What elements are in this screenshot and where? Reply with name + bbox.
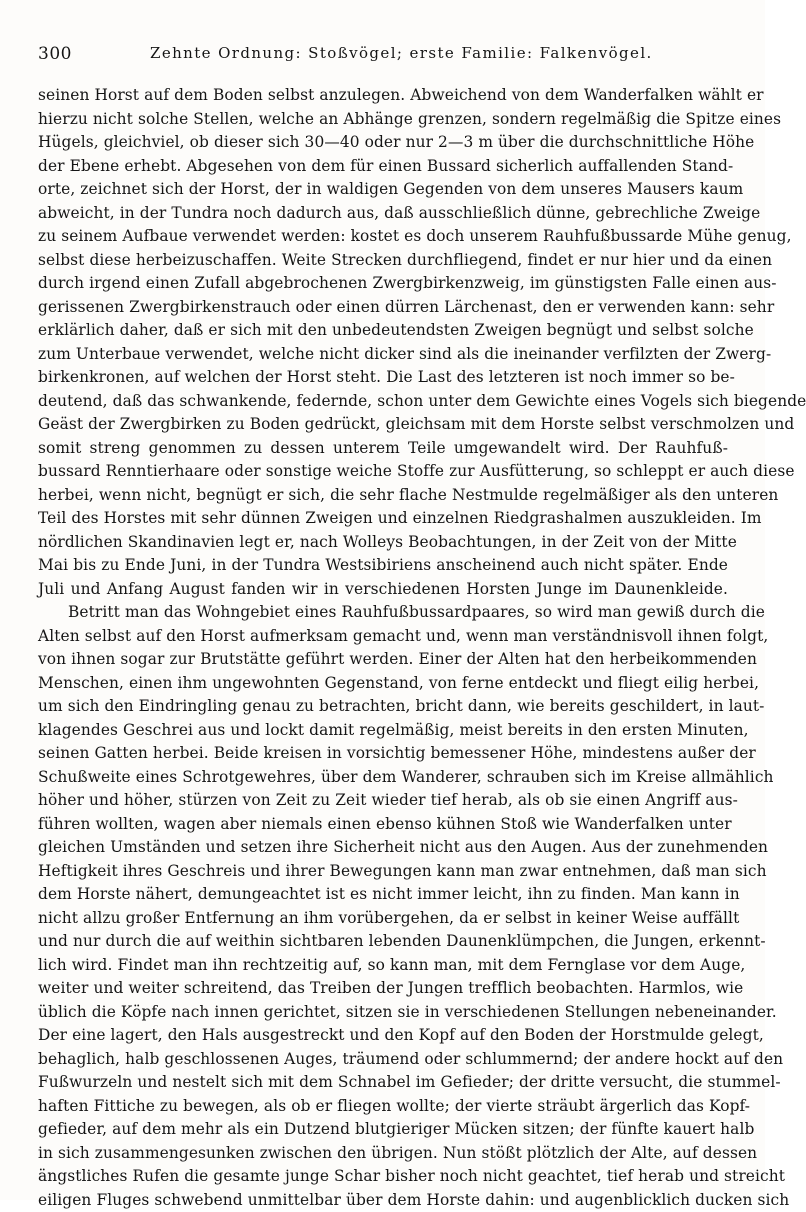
text-line: gerissenen Zwergbirkenstrauch oder einen dürren Lärchenast, den er verwenden kann: sehr <box>38 296 728 320</box>
text-line: selbst diese herbeizuschaffen. Weite Strecken durchfliegend, findet er nur hier und da einen <box>38 249 728 273</box>
text-line: klagendes Geschrei aus und lockt damit regelmäßig, meist bereits in den ersten Minuten, <box>38 719 728 743</box>
page-header <box>38 42 728 68</box>
text-line: behaglich, halb geschlossenen Auges, träumend oder schlummernd; der andere hockt auf den <box>38 1048 728 1072</box>
text-line: herbei, wenn nicht, begnügt er sich, die sehr flache Nestmulde regelmäßiger als den unteren <box>38 484 728 508</box>
text-line: Der eine lagert, den Hals ausgestreckt und den Kopf auf den Boden der Horstmulde gelegt, <box>38 1024 728 1048</box>
text-line: Juli und Anfang August fanden wir in verschiedenen Horsten Junge im Daunenkleide. <box>38 578 728 602</box>
text-line: ängstliches Rufen die gesamte junge Schar bisher noch nicht geachtet, tief herab und streicht <box>38 1165 728 1189</box>
text-line: birkenkronen, auf welchen der Horst steht. Die Last des letzteren ist noch immer so be- <box>38 366 728 390</box>
text-line: in sich zusammengesunken zwischen den übrigen. Nun stößt plötzlich der Alte, auf dessen <box>38 1142 728 1166</box>
text-line: somit streng genommen zu dessen unterem Teile umgewandelt wird. Der Rauhfuß- <box>38 437 728 461</box>
running-head: Zehnte Ordnung: Stoßvögel; erste Familie: Falkenvögel. <box>150 44 653 62</box>
body-text <box>38 84 728 1212</box>
text-line: dem Horste nähert, demungeachtet ist es nicht immer leicht, ihn zu finden. Man kann in <box>38 883 728 907</box>
text-line: durch irgend einen Zufall abgebrochenen Zwergbirkenzweig, im günstigsten Falle einen aus- <box>38 272 728 296</box>
text-line: weiter und weiter schreitend, das Treiben der Jungen trefflich beobachten. Harmlos, wie <box>38 977 728 1001</box>
text-line: Fußwurzeln und nestelt sich mit dem Schnabel im Gefieder; der dritte versucht, die stummel- <box>38 1071 728 1095</box>
text-line: erklärlich daher, daß er sich mit den unbedeutendsten Zweigen begnügt und selbst solche <box>38 319 728 343</box>
text-line: orte, zeichnet sich der Horst, der in waldigen Gegenden von dem unseres Mausers kaum <box>38 178 728 202</box>
text-line: Menschen, einen ihm ungewohnten Gegenstand, von ferne entdeckt und fliegt eilig herbei, <box>38 672 728 696</box>
text-line: gleichen Umständen und setzen ihre Sicherheit nicht aus den Augen. Aus der zunehmenden <box>38 836 728 860</box>
text-line: Hügels, gleichviel, ob dieser sich 30—40 oder nur 2—3 m über die durchschnittliche Höhe <box>38 131 728 155</box>
text-line: zum Unterbaue verwendet, welche nicht dicker sind als die ineinander verfilzten der Zwerg- <box>38 343 728 367</box>
text-line: zu seinem Aufbaue verwendet werden: kostet es doch unserem Rauhfußbussarde Mühe genug, <box>38 225 728 249</box>
text-line: Mai bis zu Ende Juni, in der Tundra Westsibiriens anscheinend auch nicht später. Ende <box>38 554 728 578</box>
text-line: deutend, daß das schwankende, federnde, schon unter dem Gewichte eines Vogels sich biegende <box>38 390 728 414</box>
text-line: bussard Renntierhaare oder sonstige weiche Stoffe zur Ausfütterung, so schleppt er auch diese <box>38 460 728 484</box>
text-line: üblich die Köpfe nach innen gerichtet, sitzen sie in verschiedenen Stellungen nebeneinander. <box>38 1001 728 1025</box>
text-line: Schußweite eines Schrotgewehres, über dem Wanderer, schrauben sich im Kreise allmählich <box>38 766 728 790</box>
text-line: um sich den Eindringling genau zu betrachten, bricht dann, wie bereits geschildert, in laut- <box>38 695 728 719</box>
text-line: Heftigkeit ihres Geschreis und ihrer Bewegungen kann man zwar entnehmen, daß man sich <box>38 860 728 884</box>
text-line: höher und höher, stürzen von Zeit zu Zeit wieder tief herab, als ob sie einen Angriff aus- <box>38 789 728 813</box>
text-line: führen wollten, wagen aber niemals einen ebenso kühnen Stoß wie Wanderfalken unter <box>38 813 728 837</box>
text-line: Betritt man das Wohngebiet eines Rauhfußbussardpaares, so wird man gewiß durch die <box>38 601 728 625</box>
text-line: haften Fittiche zu bewegen, als ob er fliegen wollte; der vierte sträubt ärgerlich das Kopf- <box>38 1095 728 1119</box>
text-line: der Ebene erhebt. Abgesehen von dem für einen Bussard sicherlich auffallenden Stand- <box>38 155 728 179</box>
text-line: nördlichen Skandinavien legt er, nach Wolleys Beobachtungen, in der Zeit von der Mitte <box>38 531 728 555</box>
text-line: von ihnen sogar zur Brutstätte geführt werden. Einer der Alten hat den herbeikommenden <box>38 648 728 672</box>
text-line: abweicht, in der Tundra noch dadurch aus, daß ausschließlich dünne, gebrechliche Zweige <box>38 202 728 226</box>
text-line: seinen Horst auf dem Boden selbst anzulegen. Abweichend von dem Wanderfalken wählt er <box>38 84 728 108</box>
text-line: eiligen Fluges schwebend unmittelbar über dem Horste dahin: und augenblicklich ducken sich <box>38 1189 728 1212</box>
text-line: Teil des Horstes mit sehr dünnen Zweigen und einzelnen Riedgrashalmen auszukleiden. Im <box>38 507 728 531</box>
text-line: nicht allzu großer Entfernung an ihm vorübergehen, da er selbst in keiner Weise auffällt <box>38 907 728 931</box>
text-line: Alten selbst auf den Horst aufmerksam gemacht und, wenn man verständnisvoll ihnen folgt, <box>38 625 728 649</box>
text-line: Geäst der Zwergbirken zu Boden gedrückt, gleichsam mit dem Horste selbst verschmolzen und <box>38 413 728 437</box>
text-line: seinen Gatten herbei. Beide kreisen in vorsichtig bemessener Höhe, mindestens außer der <box>38 742 728 766</box>
text-line: hierzu nicht solche Stellen, welche an Abhänge grenzen, sondern regelmäßig die Spitze eines <box>38 108 728 132</box>
page-number: 300 <box>38 44 72 64</box>
text-line: gefieder, auf dem mehr als ein Dutzend blutgieriger Mücken sitzen; der fünfte kauert halb <box>38 1118 728 1142</box>
text-line: lich wird. Findet man ihn rechtzeitig auf, so kann man, mit dem Fernglase vor dem Auge, <box>38 954 728 978</box>
text-line: und nur durch die auf weithin sichtbaren lebenden Daunenklümpchen, die Jungen, erkennt- <box>38 930 728 954</box>
